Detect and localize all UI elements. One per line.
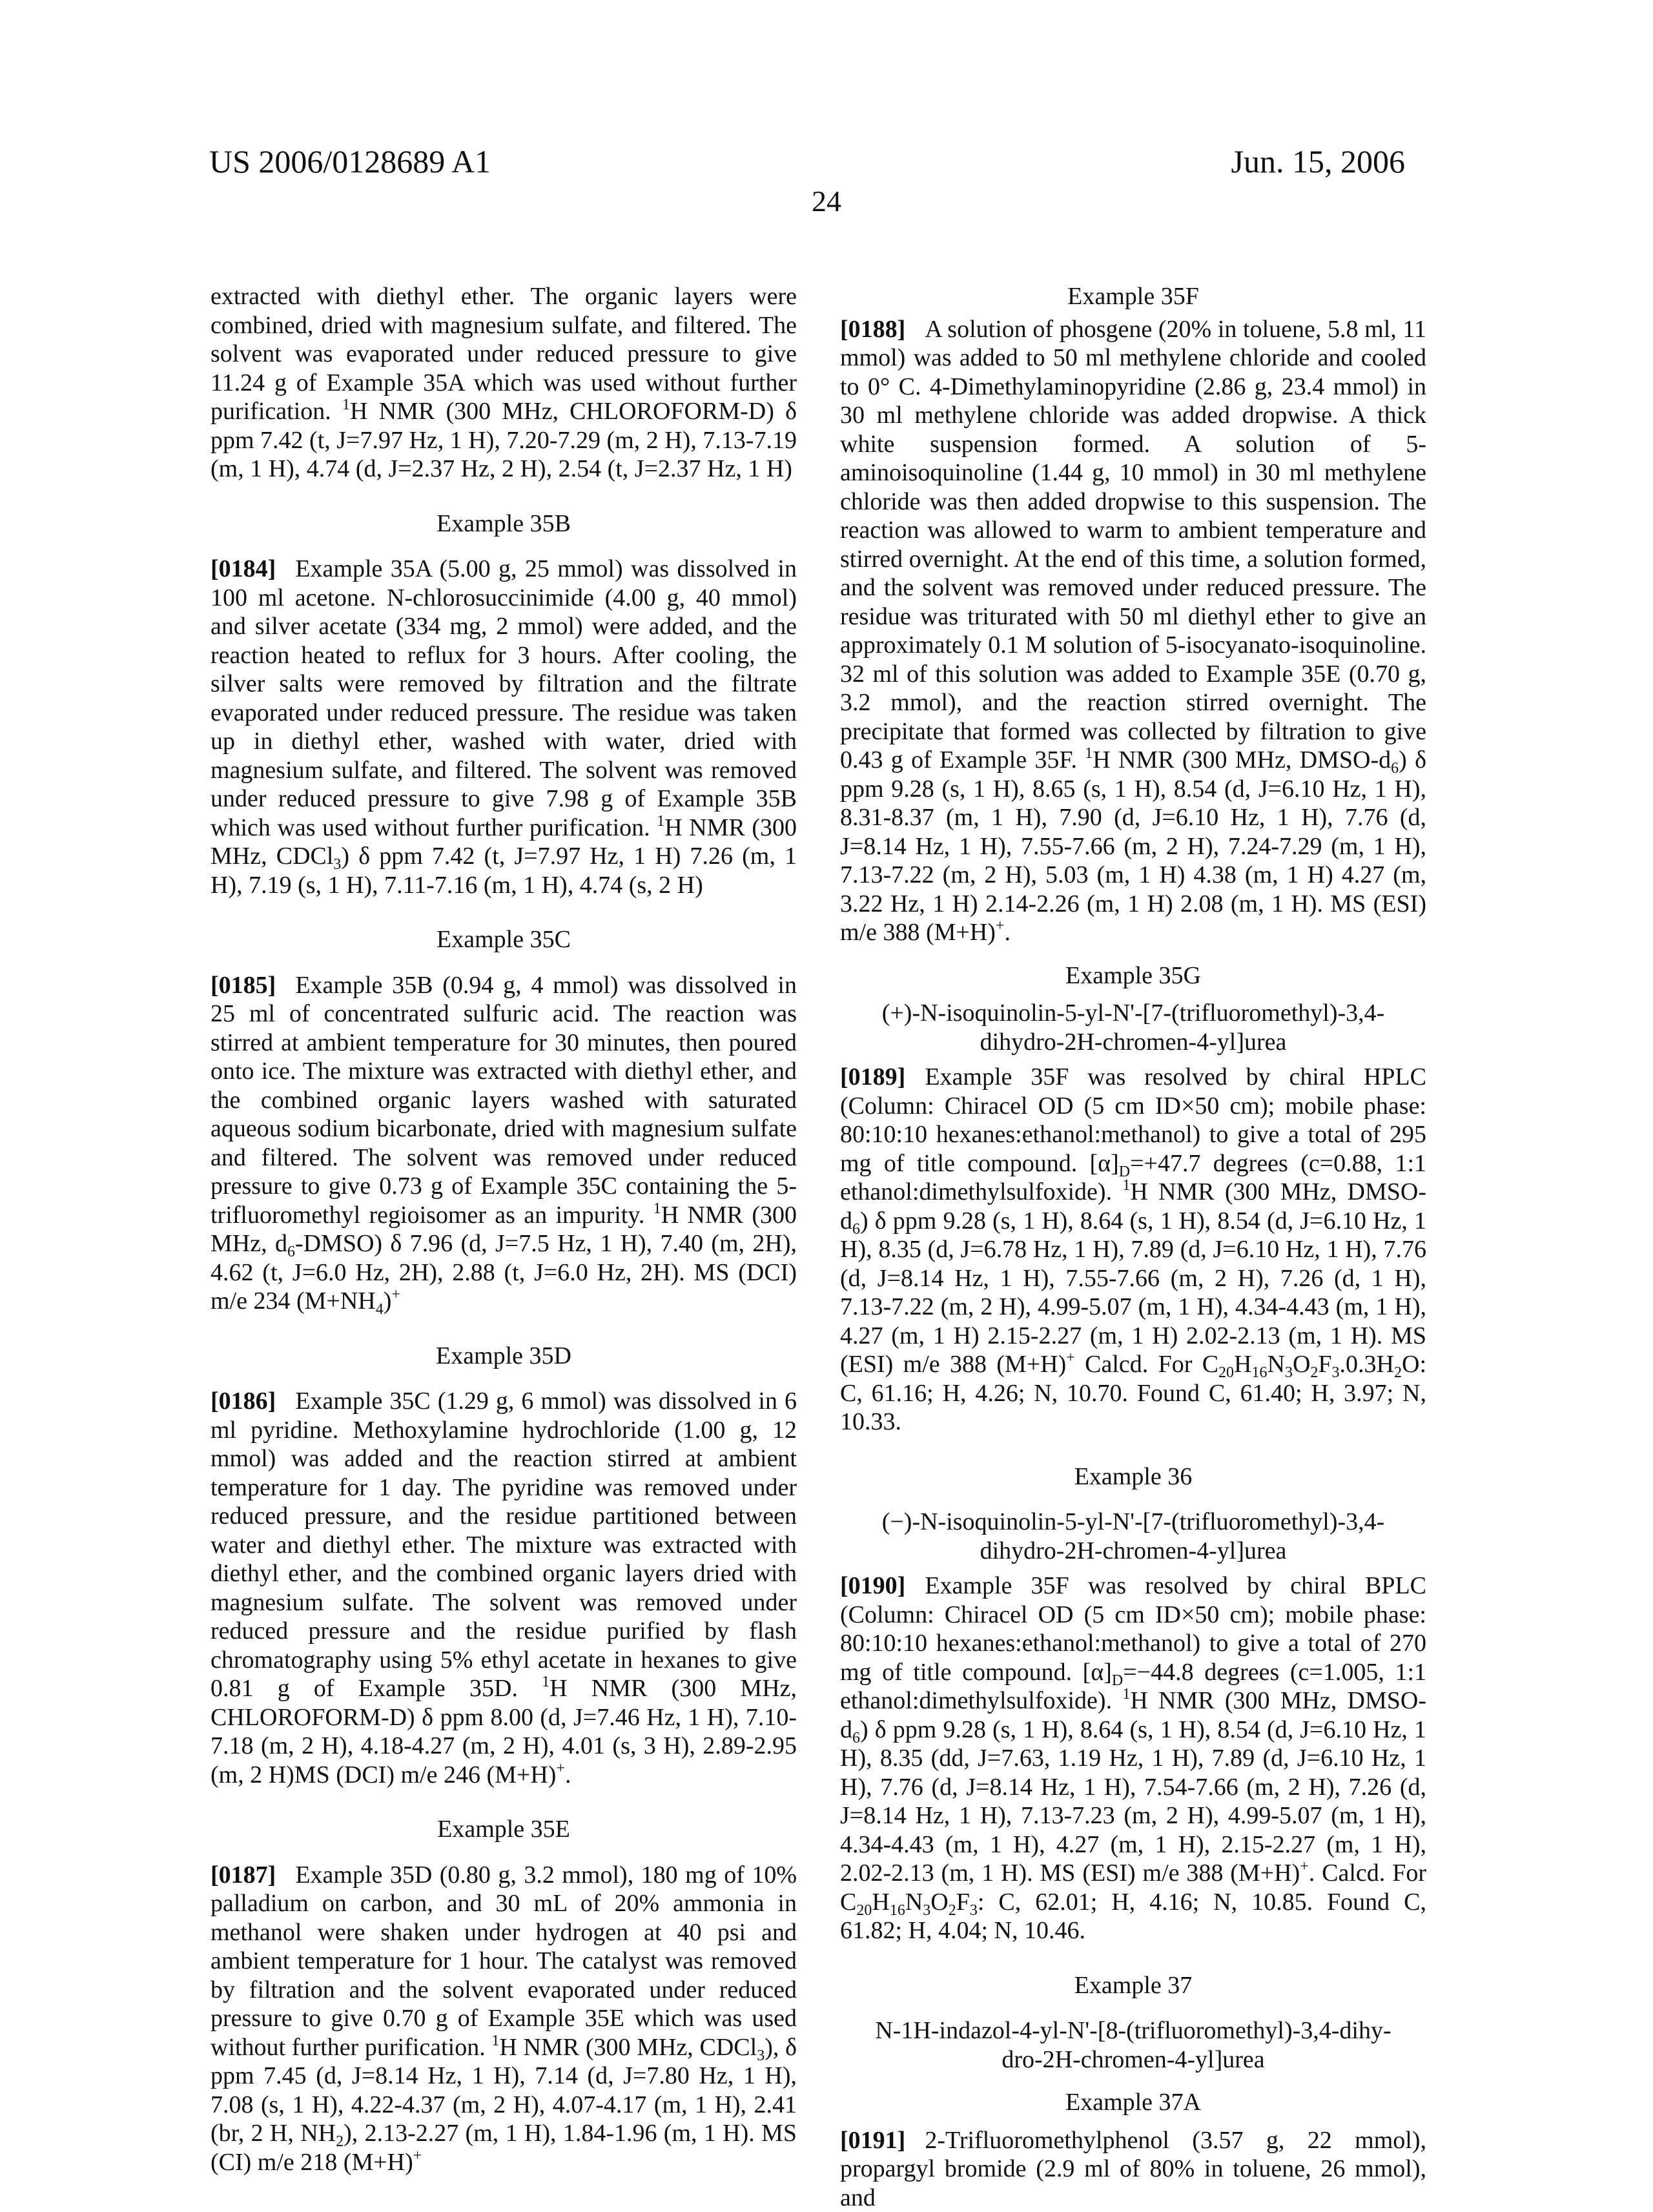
compound-title <box>840 1508 1426 1565</box>
section-heading: Example 36 <box>840 1462 1426 1491</box>
paragraph-text: ), 2.13-2.27 (m, 1 H), 1.84-1.96 (m, 1 H). MS (CI) m/e 218 (M+H) <box>210 2120 797 2176</box>
subscript: 3 <box>1285 1364 1293 1381</box>
paragraph-text: H NMR (300 MHz, CHLOROFORM-D) δ ppm 7.42 (t, J=7.97 Hz, 1 H), 7.20-7.29 (m, 2 H), 7.13-7.19 (m, 1 H), 4.74 (d, J=2.37 Hz, 2 H), 2.54 (t, J=2.37 Hz, 1 H) <box>210 398 797 482</box>
paragraph-text: .0.3H <box>1340 1351 1394 1378</box>
publication-number: US 2006/0128689 A1 <box>209 143 491 179</box>
compound-title-line: N-1H-indazol-4-yl-N'-[8-(trifluoromethyl)-3,4-dihy- <box>840 2016 1426 2045</box>
section-heading: Example 35F <box>840 282 1426 311</box>
superscript: + <box>391 1286 400 1303</box>
paragraph <box>840 315 1426 947</box>
paragraph-number: [0186] <box>210 1388 276 1415</box>
superscript: 1 <box>1085 745 1093 762</box>
subscript: 6 <box>852 1221 860 1238</box>
paragraph-text: -DMSO) δ 7.96 (d, J=7.5 Hz, 1 H), 7.40 (m, 2H), 4.62 (t, J=6.0 Hz, 2H), 2.88 (t, J=6.0 Hz, 2H). MS (DCI) m/e 234 (M+NH <box>210 1230 797 1315</box>
superscript: 1 <box>491 2033 499 2049</box>
paragraph <box>210 555 797 899</box>
paragraph-text: O: C, 61.16; H, 4.26; N, 10.70. Found C, 61.40; H, 3.97; N, 10.33. <box>840 1351 1426 1435</box>
subscript: 4 <box>376 1301 384 1318</box>
subscript: D <box>1119 1163 1130 1180</box>
paragraph-number: [0189] <box>840 1063 905 1091</box>
paragraph <box>210 971 797 1316</box>
paragraph-text: ) <box>384 1287 392 1315</box>
paragraph-text: Calcd. For C <box>1075 1351 1218 1378</box>
compound-title <box>840 999 1426 1056</box>
subscript: 3 <box>757 2047 765 2064</box>
subscript: D <box>1112 1672 1123 1689</box>
paragraph-text: A solution of phosgene (20% in toluene, 5.8 ml, 11 mmol) was added to 50 ml methylene chloride and cooled to 0° C. 4-Dimethylaminopyridine (2.86 g, 23.4 mmol) in 30 ml methylene chloride was added dropwise. A thick white suspension formed. A solution of 5-aminoisoquinoline (1.44 g, 10 mmol) in 30 ml methylene chloride was then added dropwise to this suspension. The reaction was allowed to warm to ambient temperature and stirred overnight. At the end of this time, a solution formed, and the solvent was removed under reduced pressure. The residue was triturated with 50 ml diethyl ether to give an approximately 0.1 M solution of 5-isocyanato-isoquinoline. 32 ml of this solution was added to Example 35E (0.70 g, 3.2 mmol), and the reaction stirred overnight. The precipitate that formed was collected by filtration to give 0.43 g of Example 35F. <box>840 316 1426 774</box>
paragraph-text: =+47.7 degrees (c=0.88, 1:1 ethanol:dimethylsulfoxide). <box>840 1150 1426 1206</box>
paragraph-text: H NMR (300 MHz, DMSO-d <box>840 1178 1426 1234</box>
paragraph-text: Example 35A (5.00 g, 25 mmol) was dissolved in 100 ml acetone. N-chlorosuccinimide (4.00 g, 40 mmol) and silver acetate (334 mg, 2 mmol) were added, and the reaction heated to reflux for 3 hours. After cooling, the silver salts were removed by filtration and the filtrate evaporated under reduced pressure. The residue was taken up in diethyl ether, washed with water, dried with magnesium sulfate, and filtered. The solvent was removed under reduced pressure to give 7.98 g of Example 35B which was used without further purification. <box>210 555 797 841</box>
superscript: + <box>996 917 1005 934</box>
subscript: 6 <box>287 1244 295 1260</box>
subscript: 2 <box>336 2133 344 2150</box>
section-heading: Example 35B <box>210 509 797 538</box>
paragraph-number: [0185] <box>210 972 276 999</box>
paragraph-text: extracted with diethyl ether. The organic layers were combined, dried with magnesium sulfate, and filtered. The solvent was evaporated under reduced pressure to give 11.24 g of Example 35A which was used without further purification. <box>210 283 797 425</box>
paragraph <box>210 282 797 484</box>
paragraph-text: H NMR (300 MHz, CDCl <box>499 2034 757 2061</box>
left-column <box>210 282 797 2176</box>
superscript: 1 <box>542 1674 549 1690</box>
paragraph-text: ), δ ppm 7.45 (d, J=8.14 Hz, 1 H), 7.14 (d, J=7.80 Hz, 1 H), 7.08 (s, 1 H), 4.22-4.37 (m, 2 H), 4.07-4.17 (m, 1 H), 2.41 (br, 2 H, NH <box>210 2034 797 2147</box>
paragraph-text: O <box>1293 1351 1310 1378</box>
section-heading: Example 35D <box>210 1342 797 1371</box>
paragraph-text: H NMR (300 MHz, CHLOROFORM-D) δ ppm 8.00 (d, J=7.46 Hz, 1 H), 7.10-7.18 (m, 2 H), 4.18-4.27 (m, 2 H), 4.01 (s, 3 H), 2.89-2.95 (m, 2 H)MS (DCI) m/e 246 (M+H) <box>210 1675 797 1788</box>
paragraph-text: H <box>1234 1351 1251 1378</box>
compound-title-line: dro-2H-chromen-4-yl]urea <box>840 2045 1426 2074</box>
paragraph-text: Example 35D (0.80 g, 3.2 mmol), 180 mg of 10% palladium on carbon, and 30 mL of 20% ammonia in methanol were shaken under hydrogen at 40 psi and ambient temperature for 1 hour. The catalyst was removed by filtration and the solvent evaporated under reduced pressure to give 0.70 g of Example 35E which was used without further purification. <box>210 1861 797 2061</box>
section-heading: Example 35C <box>210 925 797 954</box>
paragraph-text: F <box>1318 1351 1331 1378</box>
paragraph-text: N <box>1268 1351 1285 1378</box>
section-heading: Example 37 <box>840 1971 1426 2000</box>
subscript: 16 <box>1252 1364 1268 1381</box>
paragraph-text: : C, 62.01; H, 4.16; N, 10.85. Found C, 61.82; H, 4.04; N, 10.46. <box>840 1889 1426 1945</box>
section-heading: Example 35G <box>840 961 1426 990</box>
paragraph-text: . <box>1005 919 1011 946</box>
right-column <box>840 282 1426 2212</box>
paragraph-text: F <box>956 1889 970 1916</box>
paragraph-text: H NMR (300 MHz, DMSO-d <box>840 1687 1426 1743</box>
superscript: 1 <box>342 396 350 413</box>
subscript: 3 <box>970 1902 978 1919</box>
paragraph-number: [0191] <box>840 2127 905 2154</box>
paragraph-text: ) δ ppm 9.28 (s, 1 H), 8.65 (s, 1 H), 8.54 (d, J=6.10 Hz, 1 H), 8.31-8.37 (m, 1 H), 7.90 (d, J=6.10 Hz, 1 H), 7.76 (d, J=8.14 Hz, 1 H), 7.55-7.66 (m, 2 H), 7.24-7.29 (m, 1 H), 7.13-7.22 (m, 2 H), 5.03 (m, 1 H) 4.38 (m, 1 H) 4.27 (m, 3.22 Hz, 1 H) 2.14-2.26 (m, 1 H) 2.08 (m, 1 H). MS (ESI) m/e 388 (M+H) <box>840 746 1426 946</box>
paragraph-text: H NMR (300 MHz, CDCl <box>210 814 797 870</box>
paragraph-text: Example 35C (1.29 g, 6 mmol) was dissolved in 6 ml pyridine. Methoxylamine hydrochloride (1.00 g, 12 mmol) was added and the reaction stirred at ambient temperature for 1 day. The pyridine was removed under reduced pressure, and the residue partitioned between water and diethyl ether. The mixture was extracted with diethyl ether, and the combined organic layers dried with magnesium sulfate. The solvent was removed under reduced pressure and the residue purified by flash chromatography using 5% ethyl acetate in hexanes to give 0.81 g of Example 35D. <box>210 1388 797 1702</box>
paragraph-text: Example 35F was resolved by chiral HPLC (Column: Chiracel OD (5 cm ID×50 cm); mobile phase: 80:10:10 hexanes:ethanol:methanol) to give a total of 295 mg of title compound. [α] <box>840 1063 1426 1177</box>
paragraph <box>210 1861 797 2177</box>
subscript: 3 <box>1332 1364 1340 1381</box>
paragraph-text: 2-Trifluoromethylphenol (3.57 g, 22 mmol), propargyl bromide (2.9 ml of 80% in toluene, 26 mmol), and <box>840 2127 1426 2211</box>
paragraph-text: H NMR (300 MHz, d <box>210 1202 797 1258</box>
paragraph-text: H NMR (300 MHz, DMSO-d <box>1093 746 1391 773</box>
paragraph <box>840 1572 1426 1945</box>
paragraph-text: =−44.8 degrees (c=1.005, 1:1 ethanol:dimethylsulfoxide). <box>840 1659 1426 1715</box>
publication-date: Jun. 15, 2006 <box>1231 143 1405 179</box>
subscript: 2 <box>1394 1364 1402 1381</box>
paragraph-text: ) δ ppm 7.42 (t, J=7.97 Hz, 1 H) 7.26 (m, 1 H), 7.19 (s, 1 H), 7.11-7.16 (m, 1 H), 4.74 (s, 2 H) <box>210 843 797 899</box>
paragraph-number: [0184] <box>210 555 276 582</box>
paragraph-text: N <box>905 1889 923 1916</box>
superscript: + <box>556 1760 565 1777</box>
paragraph <box>840 1063 1426 1437</box>
subscript: 6 <box>852 1730 860 1746</box>
superscript: 1 <box>657 813 664 830</box>
compound-title-line: (−)-N-isoquinolin-5-yl-N'-[7-(trifluoromethyl)-3,4- <box>840 1508 1426 1537</box>
subscript: 3 <box>923 1902 930 1919</box>
paragraph-text: Example 35B (0.94 g, 4 mmol) was dissolved in 25 ml of concentrated sulfuric acid. The reaction was stirred at ambient temperature for 30 minutes, then poured onto ice. The mixture was extracted with diethyl ether, and the combined organic layers washed with saturated aqueous sodium bicarbonate, dried with magnesium sulfate and filtered. The solvent was removed under reduced pressure to give 0.73 g of Example 35C containing the 5-trifluoromethyl regioisomer as an impurity. <box>210 972 797 1229</box>
subscript: 3 <box>333 856 341 873</box>
paragraph-number: [0190] <box>840 1572 905 1599</box>
compound-title-line: (+)-N-isoquinolin-5-yl-N'-[7-(trifluoromethyl)-3,4- <box>840 999 1426 1028</box>
paragraph-text: O <box>930 1889 948 1916</box>
subscript: 2 <box>949 1902 956 1919</box>
paragraph-number: [0187] <box>210 1861 276 1889</box>
compound-title <box>840 2016 1426 2074</box>
subscript: 6 <box>1391 760 1399 777</box>
paragraph-number: [0188] <box>840 316 905 343</box>
paragraph <box>840 2126 1426 2212</box>
subscript: 16 <box>890 1902 905 1919</box>
subscript: 20 <box>856 1902 872 1919</box>
section-heading: Example 37A <box>840 2088 1426 2117</box>
superscript: + <box>413 2147 422 2164</box>
superscript: 1 <box>1122 1686 1130 1703</box>
compound-title-line: dihydro-2H-chromen-4-yl]urea <box>840 1537 1426 1566</box>
subscript: 2 <box>1310 1364 1318 1381</box>
superscript: 1 <box>653 1200 661 1217</box>
superscript: + <box>1066 1349 1075 1366</box>
superscript: 1 <box>1122 1177 1130 1194</box>
paragraph-text: Example 35F was resolved by chiral BPLC (Column: Chiracel OD (5 cm ID×50 cm); mobile phase: 80:10:10 hexanes:ethanol:methanol) to give a total of 270 mg of title compound. [α] <box>840 1572 1426 1686</box>
paragraph <box>210 1387 797 1789</box>
section-heading: Example 35E <box>210 1815 797 1844</box>
superscript: + <box>1300 1858 1309 1875</box>
paragraph-text: . <box>565 1761 571 1788</box>
subscript: 20 <box>1218 1364 1234 1381</box>
compound-title-line: dihydro-2H-chromen-4-yl]urea <box>840 1028 1426 1057</box>
paragraph-text: H <box>872 1889 889 1916</box>
paragraph-text: . Calcd. For C <box>840 1859 1426 1916</box>
paragraph-text: ) δ ppm 9.28 (s, 1 H), 8.64 (s, 1 H), 8.54 (d, J=6.10 Hz, 1 H), 8.35 (dd, J=7.63, 1.19 Hz, 1 H), 7.89 (d, J=6.10 Hz, 1 H), 7.76 (d, J=8.14 Hz, 1 H), 7.54-7.66 (m, 2 H), 7.26 (d, J=8.14 Hz, 1 H), 7.13-7.23 (m, 2 H), 4.99-5.07 (m, 1 H), 4.34-4.43 (m, 1 H), 4.27 (m, 1 H), 2.15-2.27 (m, 1 H), 2.02-2.13 (m, 1 H). MS (ESI) m/e 388 (M+H) <box>840 1716 1426 1887</box>
page-number: 24 <box>0 185 1653 218</box>
paragraph-text: ) δ ppm 9.28 (s, 1 H), 8.64 (s, 1 H), 8.54 (d, J=6.10 Hz, 1 H), 8.35 (d, J=6.78 Hz, 1 H), 7.89 (d, J=6.10 Hz, 1 H), 7.76 (d, J=8.14 Hz, 1 H), 7.55-7.66 (m, 2 H), 7.26 (d, 1 H), 7.13-7.22 (m, 2 H), 4.99-5.07 (m, 1 H), 4.34-4.43 (m, 1 H), 4.27 (m, 1 H) 2.15-2.27 (m, 1 H) 2.02-2.13 (m, 1 H). MS (ESI) m/e 388 (M+H) <box>840 1207 1426 1378</box>
